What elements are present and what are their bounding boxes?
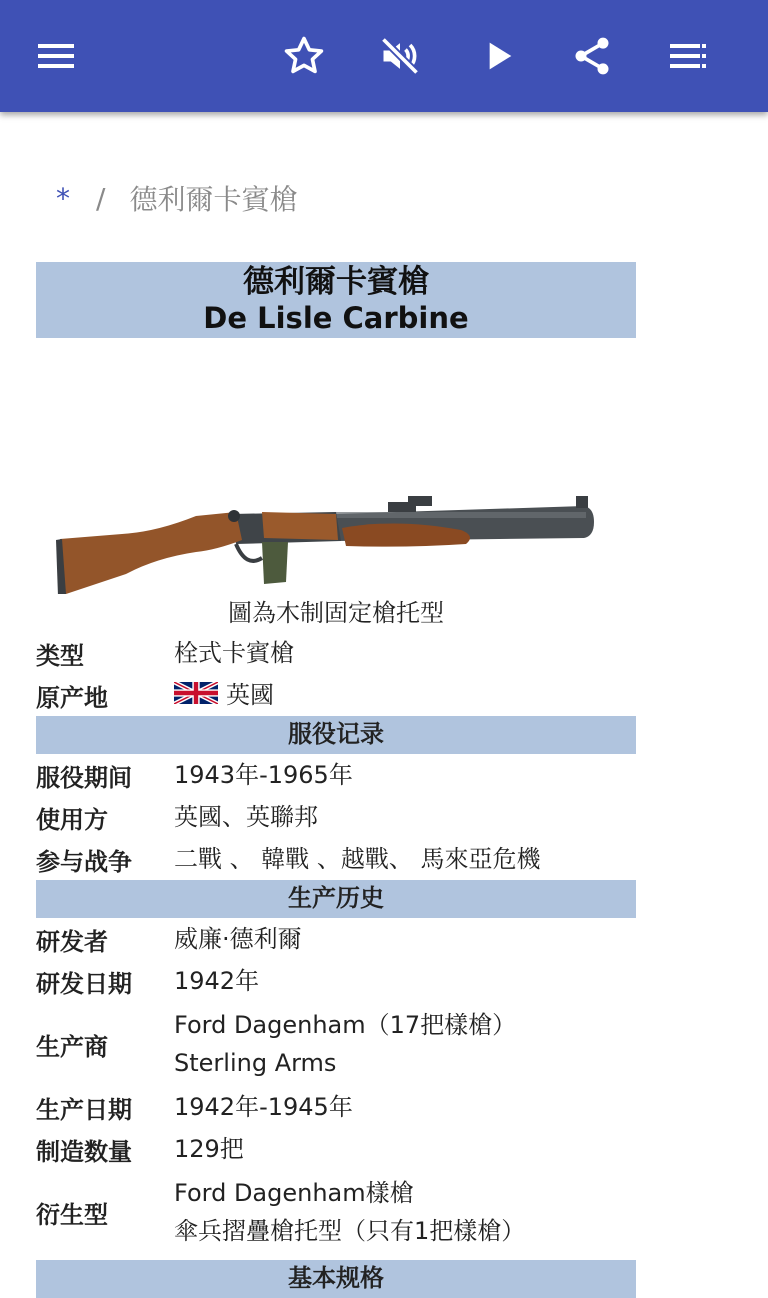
info-value: 栓式卡賓槍	[174, 639, 294, 667]
info-value: 1942年-1945年	[174, 1093, 353, 1121]
info-value[interactable]: 二戰 、 韓戰 、越戰、 馬來亞危機	[174, 845, 541, 873]
info-value-line: Sterling Arms	[174, 1049, 337, 1077]
app-bar	[0, 0, 768, 112]
info-row-origin	[36, 674, 636, 716]
info-value: 129把	[174, 1135, 244, 1163]
breadcrumb	[56, 178, 297, 218]
breadcrumb-home-link[interactable]: *	[56, 181, 70, 215]
info-row-quantity	[36, 1128, 636, 1170]
rifle-image[interactable]	[36, 344, 636, 594]
breadcrumb-current: 德利爾卡賓槍	[129, 183, 298, 216]
play-icon[interactable]	[470, 28, 526, 84]
info-row-variants	[36, 1170, 636, 1254]
info-row-designer	[36, 918, 636, 960]
info-label: 参与战争	[36, 847, 132, 876]
info-label: 类型	[36, 641, 84, 670]
playlist-icon[interactable]	[660, 28, 716, 84]
section-header-service: 服役记录	[36, 716, 636, 754]
info-value[interactable]: 威廉·德利爾	[174, 925, 302, 953]
share-icon[interactable]	[564, 28, 620, 84]
menu-icon[interactable]	[28, 28, 84, 84]
section-header-specs: 基本规格	[36, 1260, 636, 1298]
info-value[interactable]: 英國、英聯邦	[174, 803, 318, 831]
info-label: 原产地	[36, 683, 108, 712]
info-row-wars	[36, 838, 636, 880]
star-icon[interactable]	[276, 28, 332, 84]
info-value: 1943年-1965年	[174, 761, 353, 789]
info-label: 衍生型	[36, 1200, 108, 1229]
info-row-design-date	[36, 960, 636, 1002]
infobox-title-zh: 德利爾卡賓槍	[243, 264, 429, 300]
info-row-users	[36, 796, 636, 838]
image-caption: 圖為木制固定槍托型	[228, 599, 444, 627]
info-value	[174, 1006, 516, 1082]
info-value: 1942年	[174, 967, 260, 995]
info-value-line: 傘兵摺疊槍托型（只有1把樣槍）	[174, 1217, 526, 1245]
info-label: 制造数量	[36, 1137, 132, 1166]
info-row-manufacturer	[36, 1002, 636, 1086]
info-value	[174, 1174, 525, 1250]
info-label: 服役期间	[36, 763, 132, 792]
info-value-line: Ford Dagenham樣槍	[174, 1179, 414, 1207]
infobox-title	[36, 262, 636, 338]
info-label: 生产商	[36, 1032, 108, 1061]
uk-flag-icon	[174, 677, 218, 715]
info-row-service-period	[36, 754, 636, 796]
info-row-production-date	[36, 1086, 636, 1128]
info-label: 使用方	[36, 805, 108, 834]
info-label: 研发日期	[36, 969, 132, 998]
info-label: 研发者	[36, 927, 108, 956]
infobox-title-en: De Lisle Carbine	[203, 301, 469, 335]
info-value-line: Ford Dagenham（17把樣槍）	[174, 1011, 517, 1039]
breadcrumb-separator: /	[96, 181, 106, 215]
origin-link[interactable]: 英國	[226, 680, 274, 709]
info-row-type	[36, 632, 636, 674]
volume-mute-icon[interactable]	[372, 28, 428, 84]
info-label: 生产日期	[36, 1095, 132, 1124]
info-value	[174, 676, 274, 715]
section-header-production: 生产历史	[36, 880, 636, 918]
infobox	[36, 262, 636, 1298]
